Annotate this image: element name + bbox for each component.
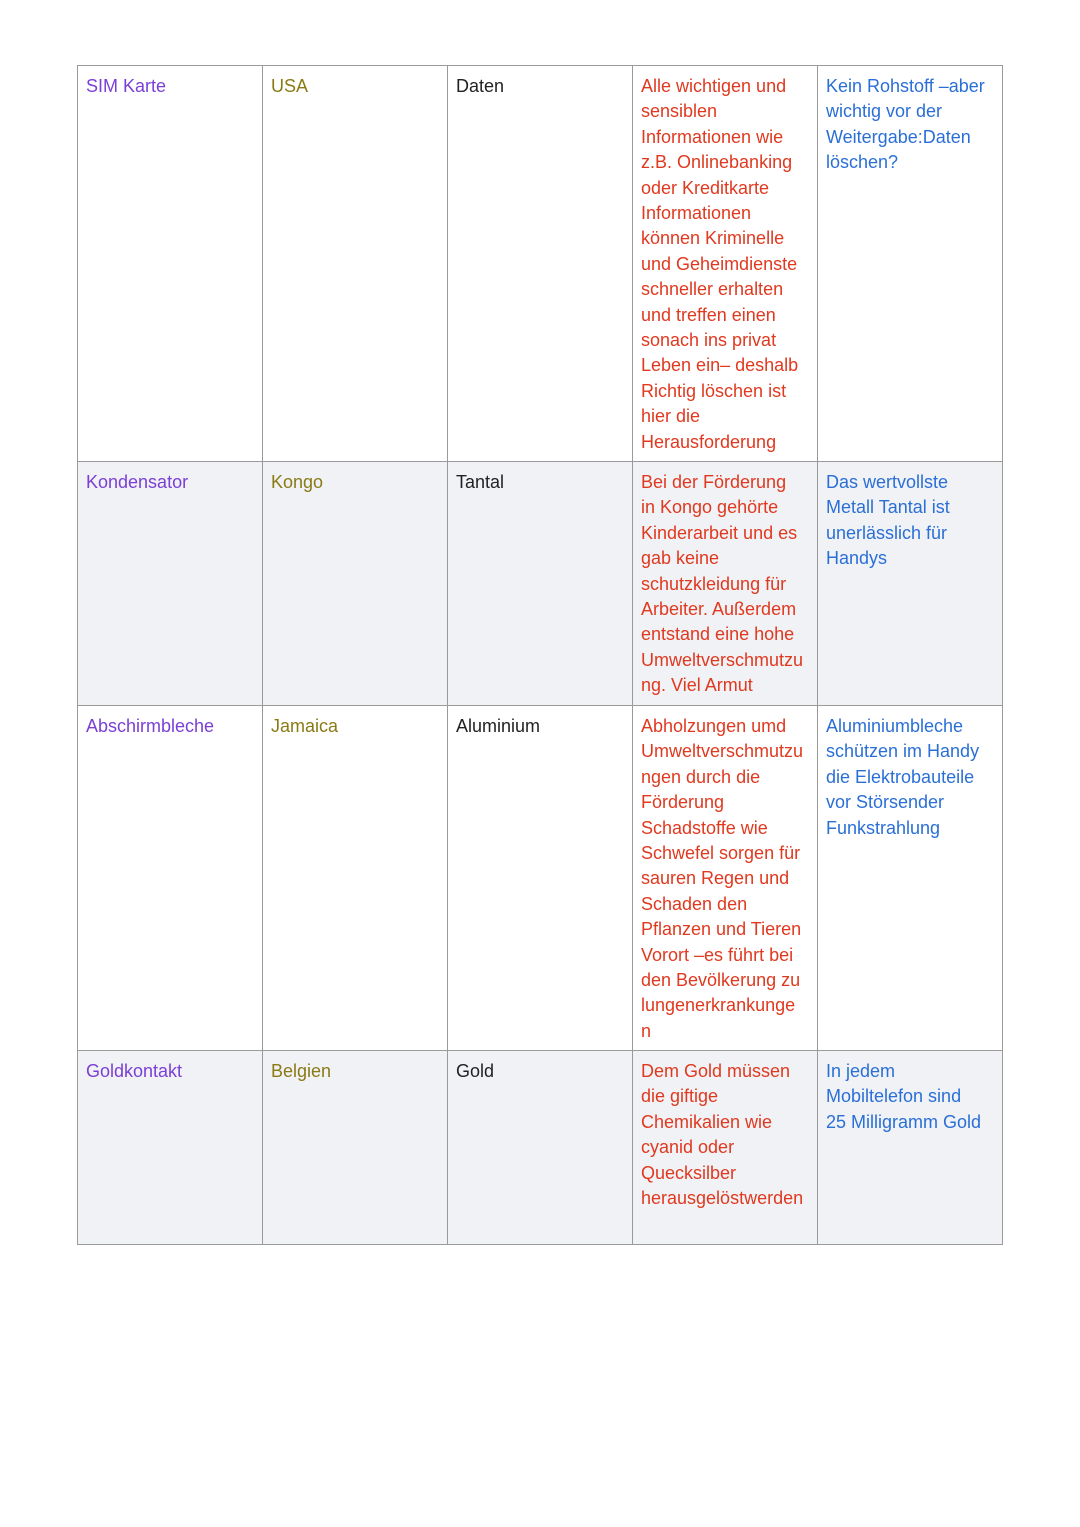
note-cell: In jedem Mobiltelefon sind 25 Milligramm Gold <box>818 1051 1003 1245</box>
material-cell: Gold <box>448 1051 633 1245</box>
country-cell: Kongo <box>263 462 448 706</box>
note-cell: Kein Rohstoff –aber wichtig vor der Weitergabe:Daten löschen? <box>818 66 1003 462</box>
table-row <box>78 706 1003 1051</box>
country-cell: USA <box>263 66 448 462</box>
country-cell: Belgien <box>263 1051 448 1245</box>
material-cell: Daten <box>448 66 633 462</box>
material-cell: Tantal <box>448 462 633 706</box>
table-row <box>78 1051 1003 1245</box>
raw-materials-table <box>77 65 1003 1245</box>
component-cell: SIM Karte <box>78 66 263 462</box>
country-cell: Jamaica <box>263 706 448 1051</box>
material-cell: Aluminium <box>448 706 633 1051</box>
impact-cell: Alle wichtigen und sensiblen Informationen wie z.B. Onlinebanking oder Kreditkarte Informationen können Kriminelle und Geheimdienste schneller erhalten und treffen einen sonach ins privat Leben ein– deshalb Richtig löschen ist hier die Herausforderung <box>633 66 818 462</box>
note-cell: Aluminiumbleche schützen im Handy die Elektrobauteile vor Störsender Funkstrahlung <box>818 706 1003 1051</box>
component-cell: Goldkontakt <box>78 1051 263 1245</box>
component-cell: Kondensator <box>78 462 263 706</box>
note-cell: Das wertvollste Metall Tantal ist unerlässlich für Handys <box>818 462 1003 706</box>
impact-cell: Dem Gold müssen die giftige Chemikalien wie cyanid oder Quecksilber herausgelöstwerden <box>633 1051 818 1245</box>
table-row <box>78 462 1003 706</box>
table-row <box>78 66 1003 462</box>
impact-cell: Bei der Förderung in Kongo gehörte Kinderarbeit und es gab keine schutzkleidung für Arbeiter. Außerdem entstand eine hohe Umweltverschmutzu ng. Viel Armut <box>633 462 818 706</box>
impact-cell: Abholzungen umd Umweltverschmutzu ngen durch die Förderung Schadstoffe wie Schwefel sorgen für sauren Regen und Schaden den Pflanzen und Tieren Vorort –es führt bei den Bevölkerung zu lungenerkrankunge n <box>633 706 818 1051</box>
component-cell: Abschirmbleche <box>78 706 263 1051</box>
